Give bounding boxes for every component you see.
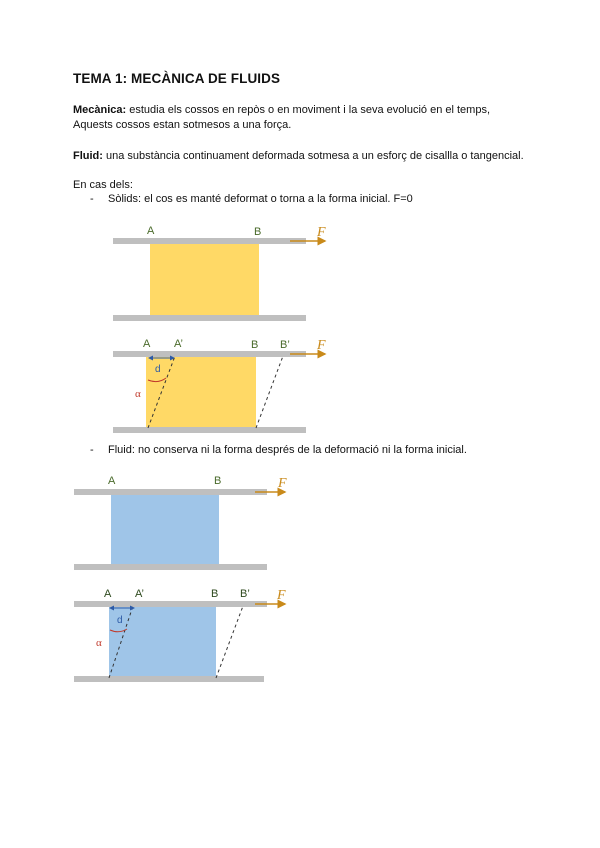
label-b: B: [211, 588, 219, 600]
mecanica-line-1: estudia els cossos en repòs o en moviment i la seva evolució en el temps,: [126, 104, 491, 116]
solid-block: [146, 356, 256, 428]
bottom-plate: [113, 427, 306, 433]
label-b-prime: B’: [240, 588, 250, 600]
bottom-plate: [74, 564, 267, 570]
page-title: TEMA 1: MECÀNICA DE FLUIDS: [73, 71, 281, 86]
label-b: B: [254, 226, 262, 238]
label-a: A: [108, 475, 116, 487]
label-b: B: [214, 475, 222, 487]
label-alpha: α: [135, 388, 141, 400]
label-b: B: [251, 339, 259, 351]
deformed-edge-b: [256, 356, 283, 428]
fluid-term: Fluid:: [73, 150, 103, 162]
bullet-dash: -: [90, 193, 94, 205]
top-plate: [74, 489, 267, 495]
bottom-plate: [113, 315, 306, 321]
solid-deformed-diagram: [113, 338, 326, 433]
fluid-block: [109, 606, 216, 678]
en-cas-label: En cas dels:: [73, 179, 133, 191]
label-a: A: [143, 338, 151, 350]
solid-undeformed-diagram: [113, 225, 326, 321]
label-b-prime: B’: [280, 339, 290, 351]
bullet-fluid-text: Fluid: no conserva ni la forma després de la deformació ni la forma inicial.: [108, 444, 467, 456]
bottom-plate: [74, 676, 264, 682]
label-a: A: [104, 588, 112, 600]
fluid-deformed-diagram: [74, 588, 286, 682]
top-plate: [113, 351, 306, 357]
fluid-undeformed-diagram: [74, 475, 287, 570]
solid-block: [150, 244, 259, 317]
deformed-edge-b: [216, 606, 243, 678]
label-a-prime: A’: [135, 588, 144, 600]
label-f: F: [278, 476, 287, 491]
label-d: d: [155, 364, 161, 375]
label-f: F: [277, 588, 286, 603]
fluid-definition-text: una substància continuament deformada sotmesa a un esforç de cisallla o tangencial.: [102, 150, 524, 162]
bullet-solids-text: Sòlids: el cos es manté deformat o torna a la forma inicial. F=0: [108, 193, 413, 205]
label-d: d: [117, 615, 123, 626]
top-plate: [113, 238, 306, 244]
mecanica-term: Mecànica:: [73, 104, 127, 116]
label-f: F: [317, 338, 326, 353]
label-alpha: α: [96, 637, 102, 649]
label-f: F: [317, 225, 326, 240]
fluid-block: [111, 494, 219, 566]
label-a-prime: A’: [174, 338, 183, 350]
bullet-dash: -: [90, 444, 94, 456]
label-a: A: [147, 225, 155, 237]
mecanica-line-2: Aquests cossos estan sotmesos a una força.: [73, 119, 292, 131]
top-plate: [74, 601, 267, 607]
